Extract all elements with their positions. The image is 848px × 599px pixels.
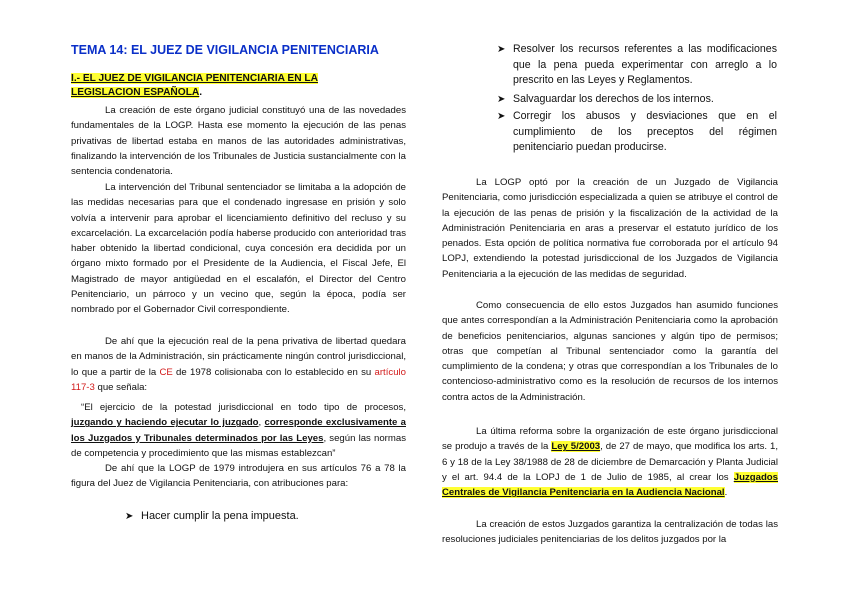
section-heading: I.- EL JUEZ DE VIGILANCIA PENITENCIARIA EN LA LEGISLACION ESPAÑOLA. [71,73,318,98]
left-paragraph-2: La intervención del Tribunal sentenciador se limitaba a la adopción de las medidas necesarias para que el condenado ingresase en prisión y solo volvía a intervenir para aprobar el licenciamiento definitivo del recluso y su excarcelación. La excarcelación podía haberse producido con anterioridad tras haber obtenido la libertad condicional, cuya concesión era decidida por un órgano mixto formado por el Presidente de la Audiencia, el Fiscal Jefe, El Magistrado de mayor antigüedad en el escalafón, el Director del Centro Penitenciario, un párroco y un vecino que, según la época, podía ser nombrado por el Gobernador Civil correspondiente. [71,182,406,316]
left-paragraph-4: De ahí que la LOGP de 1979 introdujera en sus artículos 76 a 78 la figura del Juez de Vigilancia Penitenciaria, con atribuciones para: [71,463,406,490]
right-paragraph-2: Como consecuencia de ello estos Juzgados han asumido funciones que antes correspondían a la Administración Penitenciaria como la aprobación de beneficios penitenciarios, algunas sanciones y algún tipo de permisos; otras que competían al Tribunal sentenciador como la garantía del cumplimiento de la condena; y otras que correspondían a los Tribunales de lo contencioso-administrativo como es la resolución de recursos de los internos contra actos de la Administración. [442,300,778,403]
law-reference: Ley 5/2003 [551,441,601,453]
arrow-bullet-icon: ➤ [497,111,506,122]
document-page: TEMA 14: EL JUEZ DE VIGILANCIA PENITENCIARIA I.- EL JUEZ DE VIGILANCIA PENITENCIARIA EN LA LEGISLACION ESPAÑOLA. La creación de este órgano judicial constituyó una de las novedades fundamentales de la LOGP. Hasta ese momento la ejecución de las penas privativas de libertad estaba en manos de las autoridades administrativas, finalizando la intervención de los Tribunales de Justicia sustancialmente con la sentencia condenatoria. La intervención del Tribunal sentenciador se limitaba a la adopción de las medidas necesarias para que el condenado ingresase en prisión y solo volvía a intervenir para aprobar el licenciamiento definitivo del recluso y su excarcelación. La excarcelación podía haberse producido con anterioridad tras haber obtenido la libertad condicional, cuya concesión era decidida por un órgano mixto formado por el Presidente de la Audiencia, el Fiscal Jefe, El Magistrado de mayor antigüedad en el escalafón, el Director del Centro Penitenciario, un párroco y un vecino que, según la época, podía ser nombrado por el Gobernador Civil correspondiente. De ahí que la ejecución real de la pena privativa de libertad quedara en manos de la Administración, sin prácticamente ningún control jurisdiccional, lo que a partir de la CE de 1978 colisionaba con lo establecido en su artículo 117-3 que señala: “El ejercicio de la potestad jurisdiccional en todo tipo de procesos, juzgando y haciendo ejecutar lo juzgado, corresponde exclusivamente a los Juzgados y Tribunales determinados por las Leyes, según las normas de competencia y procedimiento que las mismas establezcan” De ahí que la LOGP de 1979 introdujera en sus artículos 76 a 78 la figura del Juez de Vigilancia Penitenciaria, con atribuciones para: ➤ Hacer cumplir la pena impuesta. ➤ Resolver los recursos referentes a las modificaciones que la pena pueda experimentar con arreglo a lo prescrito en las Leyes y Reglamentos. ➤ Salvaguardar los derechos de los internos. ➤ Corregir los abusos y desviaciones que en el cumplimiento de los preceptos del régimen penitenciario puedan producirse. La LOGP optó por la creación de un Juzgado de Vigilancia Penitenciaria, como jurisdicción especializada a quien se atribuye el control de la ejecución de las penas de prisión y la fiscalización de la actividad de la Administración Penitenciaria en aras a preservar el estatuto jurídico de los penados. Esta opción de política normativa fue corroborada por el artículo 94 LOPJ, extendiendo la potestad jurisdiccional de los Juzgados de Vigilancia Penitenciaria a la ejecución de las medidas de seguridad. Como consecuencia de ello estos Juzgados han asumido funciones que antes correspondían a la Administración Penitenciaria como la aprobación de beneficios penitenciarios, algunas sanciones y algún tipo de permisos; otras que competían al Tribunal sentenciador como la garantía del cumplimiento de la condena; y otras que correspondían a los Tribunales de lo contencioso-administrativo como es la resolución de recursos de los internos contra actos de la Administración. La última reforma sobre la organización de este órgano jurisdiccional se produjo a través de la Ley 5/2003, de 27 de mayo, que modifica los arts. 1, 6 y 18 de la Ley 38/1988 de 28 de diciembre de Demarcación y Planta Judicial y el art. 94.4 de la LOPJ de 1 de Julio de 1985, al crear los Juzgados Centrales de Vigilancia Penitenciaria en la Audiencia Nacional. La creación de estos Juzgados garantiza la centralización de todas las resoluciones judiciales penitenciarias de los delitos juzgados por la [0,0,848,599]
left-paragraph-1: La creación de este órgano judicial constituyó una de las novedades fundamentales de la LOGP. Hasta ese momento la ejecución de las penas privativas de libertad estaba en manos de las autoridades administrativas, finalizando la intervención de los Tribunales de Justicia sustancialmente con la sentencia condenatoria. [71,105,406,178]
page-title: TEMA 14: EL JUEZ DE VIGILANCIA PENITENCIARIA [71,43,379,57]
quote-underlined-1: juzgando y haciendo ejecutar lo juzgado [71,417,259,429]
article-reference: artículo 117-3 [71,366,406,393]
arrow-bullet-icon: ➤ [125,511,134,522]
quote-block: “El ejercicio de la potestad jurisdiccional en todo tipo de procesos, juzgando y haciendo ejecutar lo juzgado, corresponde exclusivamente a los Juzgados y Tribunales determinados por las Leyes, según las normas de competencia y procedimiento que las mismas establezcan” [71,402,406,459]
right-paragraph-1: La LOGP optó por la creación de un Juzgado de Vigilancia Penitenciaria, como jurisdicción especializada a quien se atribuye el control de la ejecución de las penas de prisión y la fiscalización de la actividad de la Administración Penitenciaria en aras a preservar el estatuto jurídico de los penados. Esta opción de política normativa fue corroborada por el artículo 94 LOPJ, extendiendo la potestad jurisdiccional de los Juzgados de Vigilancia Penitenciaria a la ejecución de las medidas de seguridad. [442,177,778,280]
quote-underlined-2: corresponde exclusivamente a los Juzgados y Tribunales determinados por las Leyes [71,417,406,444]
right-paragraph-4: La creación de estos Juzgados garantiza la centralización de todas las resoluciones judiciales penitenciarias de los delitos juzgados por la [442,519,778,546]
highlighted-courts: Juzgados Centrales de Vigilancia Penitenciaria en la Audiencia Nacional [442,471,778,499]
ce-reference: CE [159,366,173,378]
right-paragraph-3: La última reforma sobre la organización de este órgano jurisdiccional se produjo a través de la Ley 5/2003, de 27 de mayo, que modifica los arts. 1, 6 y 18 de la Ley 38/1988 de 28 de diciembre de Demarcación y Planta Judicial y el art. 94.4 de la LOPJ de 1 de Julio de 1985, al crear los Juzgados Centrales de Vigilancia Penitenciaria en la Audiencia Nacional. [442,426,778,499]
arrow-bullet-icon: ➤ [497,44,506,55]
left-paragraph-3: De ahí que la ejecución real de la pena privativa de libertad quedara en manos de la Administración, sin prácticamente ningún control jurisdiccional, lo que a partir de la CE de 1978 colisionaba con lo establecido en su artículo 117-3 que señala: [71,336,406,393]
arrow-bullet-icon: ➤ [497,94,506,105]
section-heading-text: I.- EL JUEZ DE VIGILANCIA PENITENCIARIA EN LA LEGISLACION ESPAÑOLA [71,73,318,98]
